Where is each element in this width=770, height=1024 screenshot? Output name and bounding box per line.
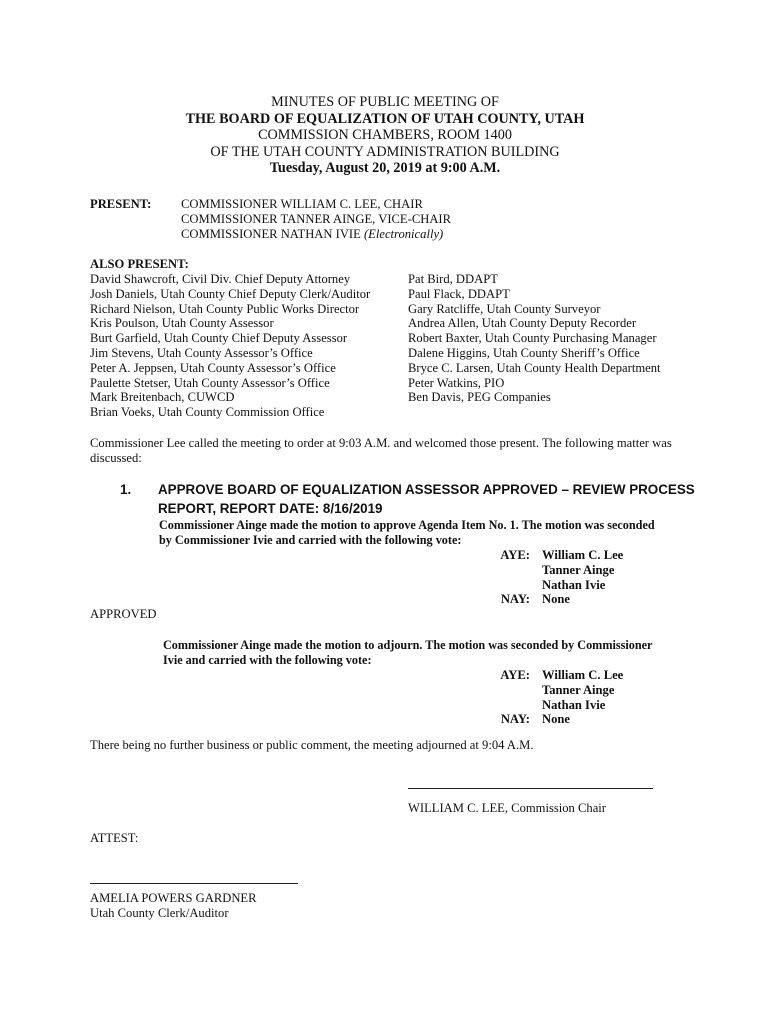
agenda-item-number: 1. [120, 482, 132, 497]
attendee: Paulette Stetser, Utah County Assessor’s Office [90, 375, 330, 390]
attendee: Robert Baxter, Utah County Purchasing Manager [408, 331, 657, 346]
adjourn-vote [488, 668, 623, 727]
aye-voter: William C. Lee [542, 548, 624, 562]
attendee: Richard Nielson, Utah County Public Works Director [90, 301, 360, 316]
attendee: Jim Stevens, Utah County Assessor’s Office [90, 345, 313, 360]
chair-signature-line [408, 788, 653, 789]
attendee: Pat Bird, DDAPT [408, 272, 498, 286]
opening-paragraph: Commissioner Lee called the meeting to order at 9:03 A.M. and welcomed those present. The following matter was discussed: [90, 436, 672, 465]
aye-voter: Nathan Ivie [542, 697, 606, 712]
header-building: OF THE UTAH COUNTY ADMINISTRATION BUILDING [210, 143, 560, 160]
closing-statement: There being no further business or public comment, the meeting adjourned at 9:04 A.M. [90, 738, 534, 752]
document-header [0, 94, 770, 177]
header-board-title: THE BOARD OF EQUALIZATION OF UTAH COUNTY, UTAH [185, 110, 585, 127]
agenda-item-1-title: 1. APPROVE BOARD OF EQUALIZATION ASSESSOR APPROVED – REVIEW PROCESS REPORT, REPORT DATE: 8/16/2019 [120, 482, 695, 516]
present-member: COMMISSIONER WILLIAM C. LEE, CHAIR [181, 197, 423, 211]
attest-label: ATTEST: [90, 831, 139, 845]
aye-voter: Nathan Ivie [542, 577, 606, 592]
agenda-item-1-vote [488, 548, 623, 607]
aye-voter: Tanner Ainge [542, 562, 615, 577]
clerk-signature-name: AMELIA POWERS GARDNER [90, 891, 257, 905]
attendee: Mark Breitenbach, CUWCD [90, 390, 235, 405]
attendee: Josh Daniels, Utah County Chief Deputy Clerk/Auditor [90, 286, 371, 301]
also-present-left-column [90, 272, 370, 420]
aye-label: AYE: [500, 548, 530, 562]
nay-voter: None [542, 592, 570, 607]
present-member: COMMISSIONER TANNER AINGE, VICE-CHAIR [181, 211, 452, 226]
attendee: Gary Ratcliffe, Utah County Surveyor [408, 301, 601, 316]
attendee: Kris Poulson, Utah County Assessor [90, 316, 274, 331]
attendee: Peter Watkins, PIO [408, 375, 505, 390]
adjourn-motion: Commissioner Ainge made the motion to adjourn. The motion was seconded by Commissioner Ivie and carried with the following vote: [163, 638, 653, 667]
attendee: Brian Voeks, Utah County Commission Office [90, 405, 325, 420]
attendee: Ben Davis, PEG Companies [408, 390, 551, 405]
also-present-right-column [408, 272, 661, 405]
header-line-1: MINUTES OF PUBLIC MEETING OF [271, 94, 499, 110]
attendee: Paul Flack, DDAPT [408, 286, 510, 301]
clerk-signature-title: Utah County Clerk/Auditor [90, 906, 229, 920]
clerk-signature-line [90, 883, 298, 884]
attendee: David Shawcroft, Civil Div. Chief Deputy Attorney [90, 272, 351, 286]
agenda-item-1-motion: Commissioner Ainge made the motion to approve Agenda Item No. 1. The motion was seconded by Commissioner Ivie and carried with the following vote: [159, 518, 655, 547]
electronically-note: (Electronically) [363, 226, 444, 241]
nay-label: NAY: [500, 712, 530, 727]
present-list [181, 197, 451, 241]
present-member: COMMISSIONER NATHAN IVIE (Electronically) [181, 226, 444, 241]
attendee: Dalene Higgins, Utah County Sheriff’s Office [408, 345, 640, 360]
aye-voter: Tanner Ainge [542, 682, 615, 697]
attendee: Bryce C. Larsen, Utah County Health Department [408, 360, 661, 375]
attendee: Andrea Allen, Utah County Deputy Recorder [408, 316, 637, 331]
present-label: PRESENT: [90, 197, 152, 211]
aye-label: AYE: [500, 668, 530, 682]
aye-voter: William C. Lee [542, 668, 624, 682]
attendee: Peter A. Jeppsen, Utah County Assessor’s Office [90, 360, 336, 375]
header-date: Tuesday, August 20, 2019 at 9:00 A.M. [269, 160, 501, 177]
nay-label: NAY: [500, 592, 530, 607]
agenda-item-1-result: APPROVED [90, 607, 157, 621]
chair-signature-name: WILLIAM C. LEE, Commission Chair [408, 801, 606, 815]
attendee: Burt Garfield, Utah County Chief Deputy Assessor [90, 331, 348, 346]
also-present-label: ALSO PRESENT: [90, 257, 189, 271]
header-location: COMMISSION CHAMBERS, ROOM 1400 [258, 127, 512, 144]
nay-voter: None [542, 712, 570, 727]
